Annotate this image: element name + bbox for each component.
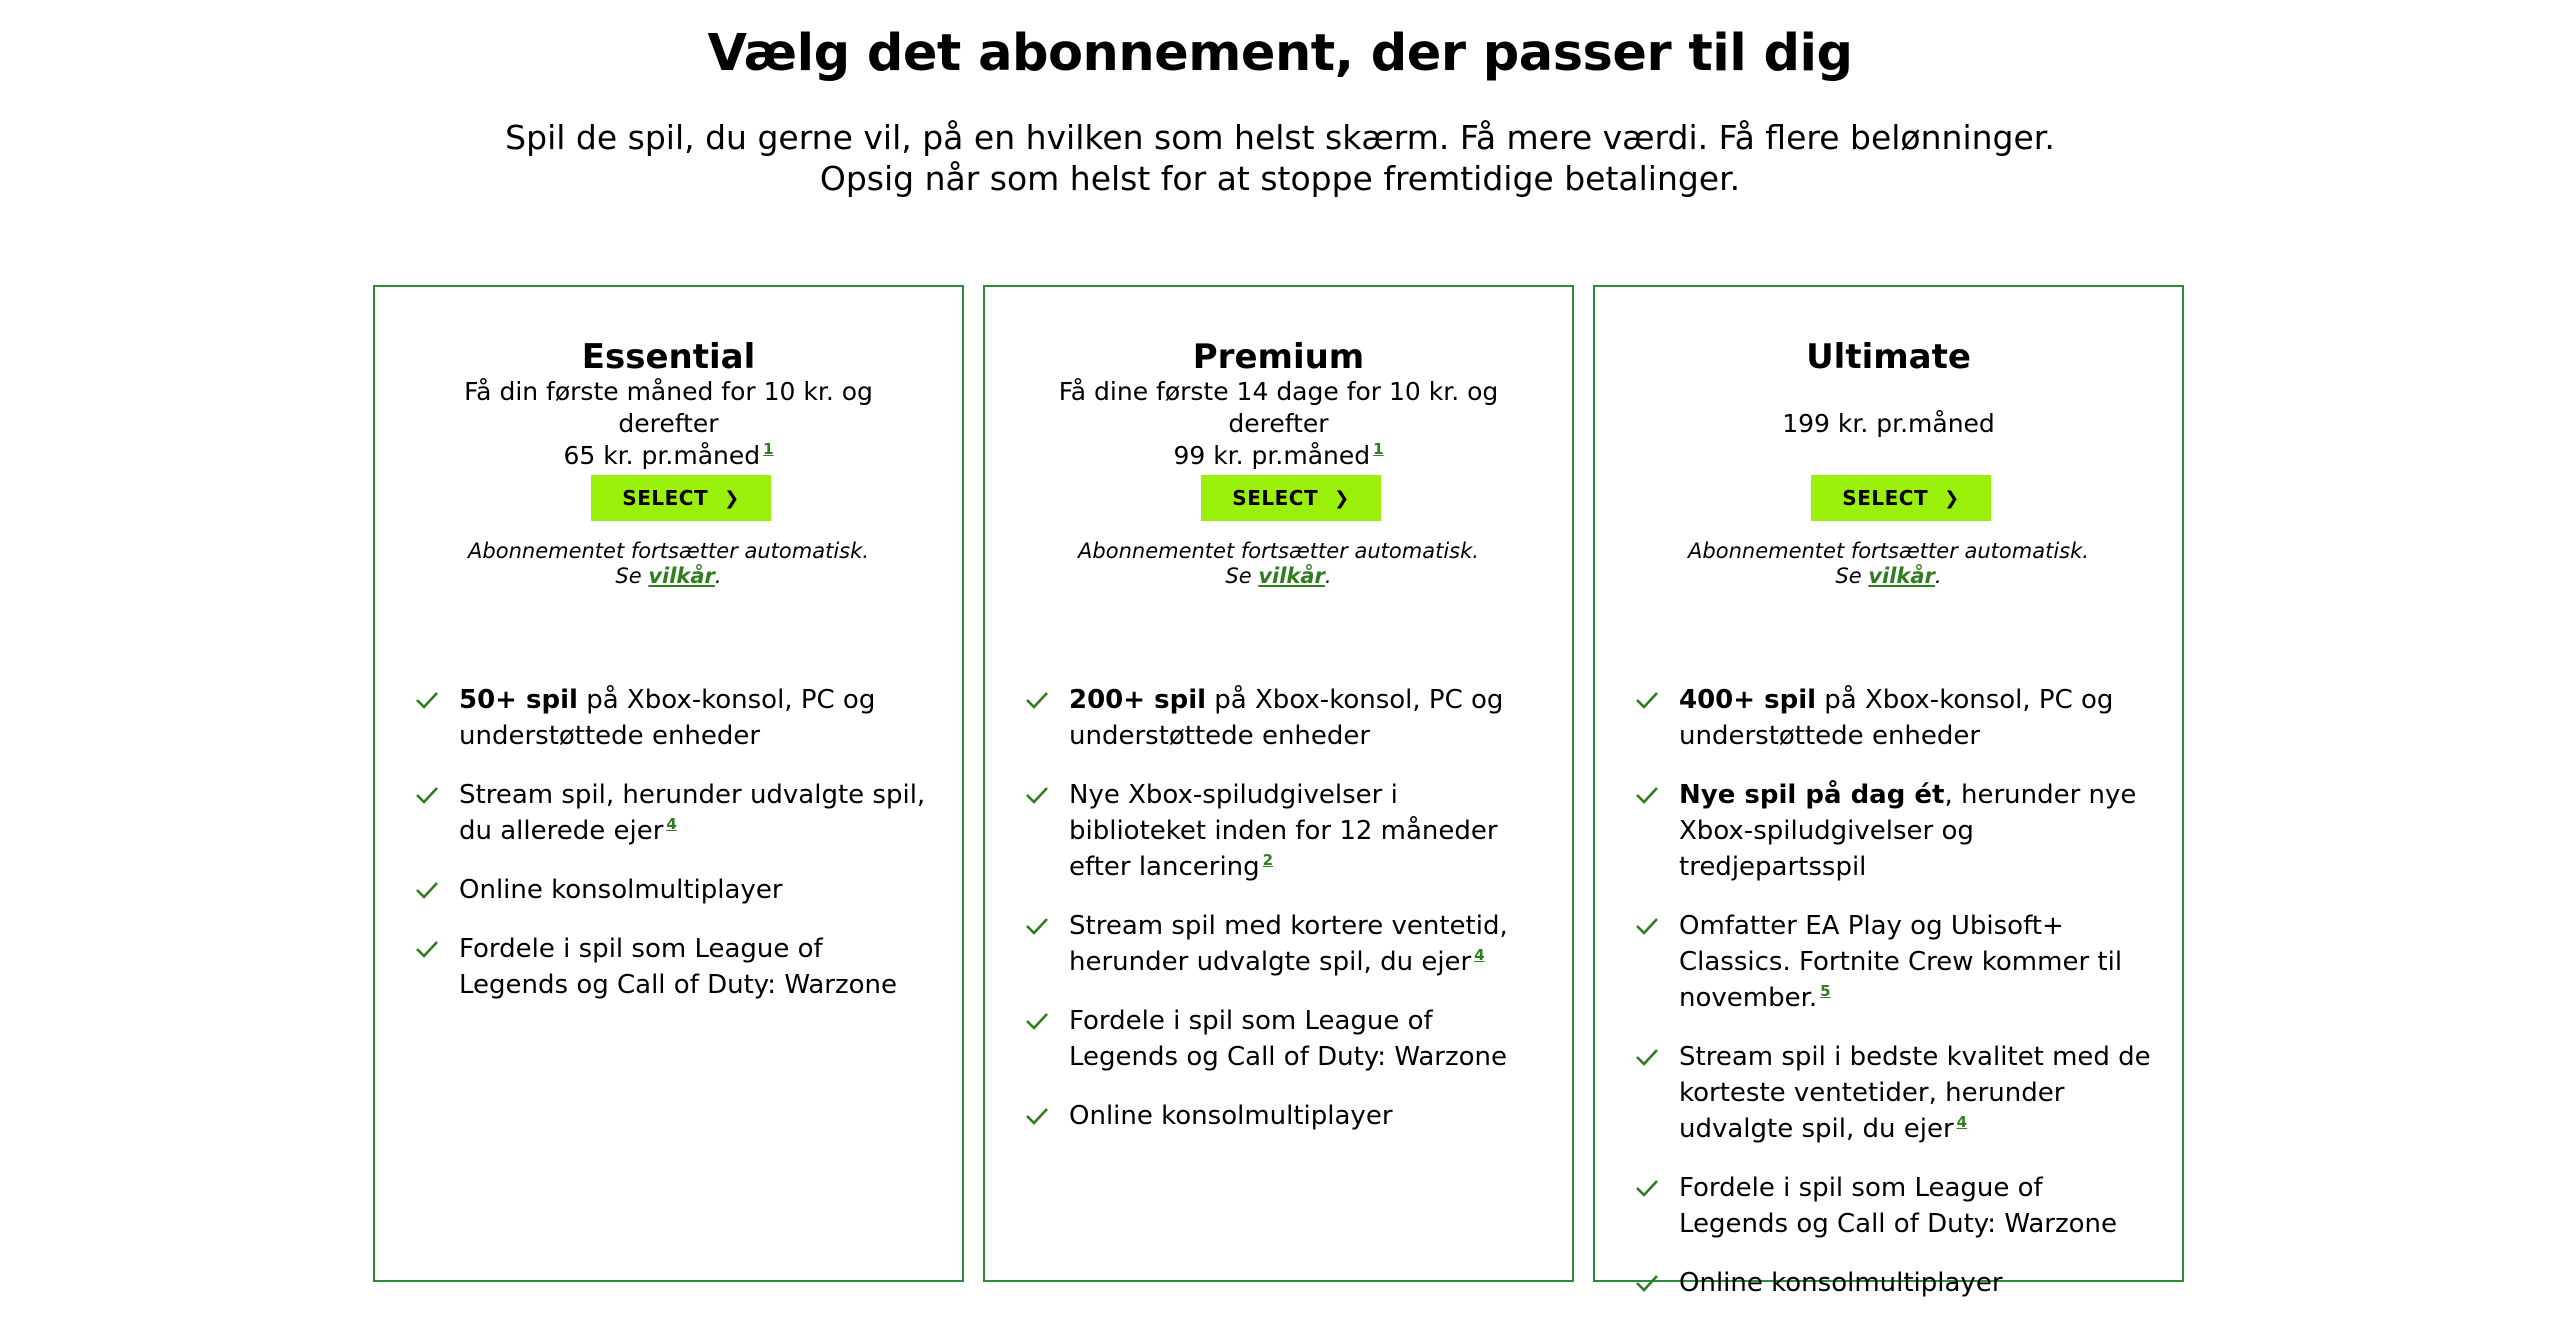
feature-item [415, 872, 932, 908]
terms-link[interactable]: vilkår [1258, 564, 1325, 588]
terms-line [375, 564, 962, 589]
feature-list [1025, 682, 1542, 1157]
plan-card-header [1595, 287, 2182, 617]
feature-highlight: 50+ spil [459, 685, 578, 715]
feature-text: Stream spil, herunder udvalgte spil, du allerede ejer [459, 780, 926, 846]
select-button[interactable] [591, 475, 771, 521]
terms-suffix: . [1324, 564, 1332, 588]
plan-price [1635, 391, 2142, 457]
price-footnote-link[interactable]: 1 [1373, 440, 1384, 458]
page-title: Vælg det abonnement, der passer til dig [707, 24, 1853, 83]
feature-text: på Xbox-konsol, PC og understøttede enheder [1679, 685, 2114, 751]
feature-text: , herunder nye Xbox-spiludgivelser og tredjepartsspil [1679, 780, 2137, 882]
price-footnote-link[interactable]: 1 [763, 440, 774, 458]
select-button[interactable] [1811, 475, 1991, 521]
feature-text: Online konsolmultiplayer [1069, 1101, 1393, 1131]
checkmark-icon [1025, 690, 1049, 710]
feature-text: Fordele i spil som League of Legends og Call of Duty: Warzone [459, 934, 898, 1000]
checkmark-icon [415, 690, 439, 710]
feature-footnote-link[interactable]: 4 [666, 815, 677, 833]
plan-card-premium [983, 285, 1574, 1282]
plan-price [1025, 377, 1532, 470]
feature-item [1635, 1265, 2152, 1301]
feature-text: på Xbox-konsol, PC og understøttede enheder [1069, 685, 1504, 751]
feature-item [415, 682, 932, 754]
chevron-right-icon: ❯ [1944, 487, 1960, 509]
feature-footnote-link[interactable]: 4 [1474, 946, 1485, 964]
feature-highlight: 200+ spil [1069, 685, 1207, 715]
checkmark-icon [1635, 1178, 1659, 1198]
checkmark-icon [1635, 916, 1659, 936]
feature-text: på Xbox-konsol, PC og understøttede enheder [459, 685, 876, 751]
auto-renew-text: Abonnementet fortsætter automatisk. [1688, 539, 2089, 563]
checkmark-icon [1635, 1047, 1659, 1067]
feature-highlight: 400+ spil [1679, 685, 1817, 715]
feature-item [1025, 908, 1542, 980]
feature-text: Fordele i spil som League of Legends og Call of Duty: Warzone [1679, 1173, 2118, 1239]
feature-list [415, 682, 932, 1026]
feature-footnote-link[interactable]: 5 [1820, 982, 1831, 1000]
plan-price [415, 377, 922, 470]
plan-card-header [375, 287, 962, 617]
price-line-1: Få din første måned for 10 kr. og derefter [464, 377, 873, 438]
plan-card-header [985, 287, 1572, 617]
terms-prefix: Se [1835, 564, 1869, 588]
feature-item [1025, 777, 1542, 885]
terms-prefix: Se [1225, 564, 1259, 588]
feature-list [1635, 682, 2152, 1324]
plan-card-ultimate [1593, 285, 2184, 1298]
price-line-1: 199 kr. pr.måned [1782, 409, 1995, 438]
feature-item [1025, 1003, 1542, 1075]
feature-item [1025, 682, 1542, 754]
feature-text: Stream spil i bedste kvalitet med de korteste ventetider, herunder udvalgte spil, du ejer [1679, 1042, 2151, 1144]
checkmark-icon [415, 939, 439, 959]
feature-item [1635, 908, 2152, 1016]
feature-item [1635, 777, 2152, 885]
terms-line [1595, 564, 2182, 589]
checkmark-icon [415, 880, 439, 900]
terms-link[interactable]: vilkår [1868, 564, 1935, 588]
feature-item [415, 931, 932, 1003]
feature-footnote-link[interactable]: 4 [1956, 1113, 1968, 1131]
auto-renew-text: Abonnementet fortsætter automatisk. [468, 539, 869, 563]
checkmark-icon [1635, 690, 1659, 710]
checkmark-icon [1025, 916, 1049, 936]
checkmark-icon [1635, 785, 1659, 805]
feature-item [415, 777, 932, 849]
price-line-2 [563, 440, 773, 472]
select-button[interactable] [1201, 475, 1381, 521]
plan-card-essential [373, 285, 964, 1282]
terms-line [985, 564, 1572, 589]
feature-item [1635, 1170, 2152, 1242]
subtitle-line-1: Spil de spil, du gerne vil, på en hvilken som helst skærm. Få mere værdi. Få flere belønninger. [505, 118, 2055, 157]
feature-item [1635, 682, 2152, 754]
chevron-right-icon: ❯ [1334, 487, 1350, 509]
auto-renew-note [1595, 539, 2182, 589]
terms-suffix: . [1934, 564, 1942, 588]
checkmark-icon [1635, 1273, 1659, 1293]
plan-name: Essential [581, 337, 756, 377]
price-line-1: Få dine første 14 dage for 10 kr. og derefter [1058, 377, 1499, 438]
select-button-label: SELECT [622, 486, 709, 510]
chevron-right-icon: ❯ [724, 487, 740, 509]
feature-highlight: Nye spil på dag ét [1679, 780, 1945, 810]
page-subtitle [0, 117, 2560, 199]
price-line-2-text: 99 kr. pr.måned [1173, 441, 1371, 470]
subtitle-line-2: Opsig når som helst for at stoppe fremtidige betalinger. [819, 159, 1741, 198]
terms-link[interactable]: vilkår [648, 564, 715, 588]
feature-item [1025, 1098, 1542, 1134]
auto-renew-note [985, 539, 1572, 589]
auto-renew-note [375, 539, 962, 589]
checkmark-icon [1025, 1011, 1049, 1031]
terms-prefix: Se [615, 564, 649, 588]
checkmark-icon [1025, 1106, 1049, 1126]
feature-text: Online konsolmultiplayer [1679, 1268, 2003, 1298]
feature-text: Fordele i spil som League of Legends og Call of Duty: Warzone [1069, 1006, 1508, 1072]
feature-footnote-link[interactable]: 2 [1262, 851, 1274, 869]
feature-text: Stream spil med kortere ventetid, herunder udvalgte spil, du ejer [1069, 911, 1508, 977]
checkmark-icon [415, 785, 439, 805]
plan-name: Premium [1192, 337, 1365, 377]
checkmark-icon [1025, 785, 1049, 805]
auto-renew-text: Abonnementet fortsætter automatisk. [1078, 539, 1479, 563]
price-line-2-text: 65 kr. pr.måned [563, 441, 761, 470]
terms-suffix: . [714, 564, 722, 588]
select-button-label: SELECT [1232, 486, 1319, 510]
feature-text: Omfatter EA Play og Ubisoft+ Classics. Fortnite Crew kommer til november. [1679, 911, 2123, 1013]
feature-item [1635, 1039, 2152, 1147]
select-button-label: SELECT [1842, 486, 1929, 510]
plan-name: Ultimate [1806, 337, 1971, 377]
feature-text: Nye Xbox-spiludgivelser i biblioteket inden for 12 måneder efter lancering [1069, 780, 1498, 882]
feature-text: Online konsolmultiplayer [459, 875, 783, 905]
price-line-2 [1173, 440, 1383, 472]
